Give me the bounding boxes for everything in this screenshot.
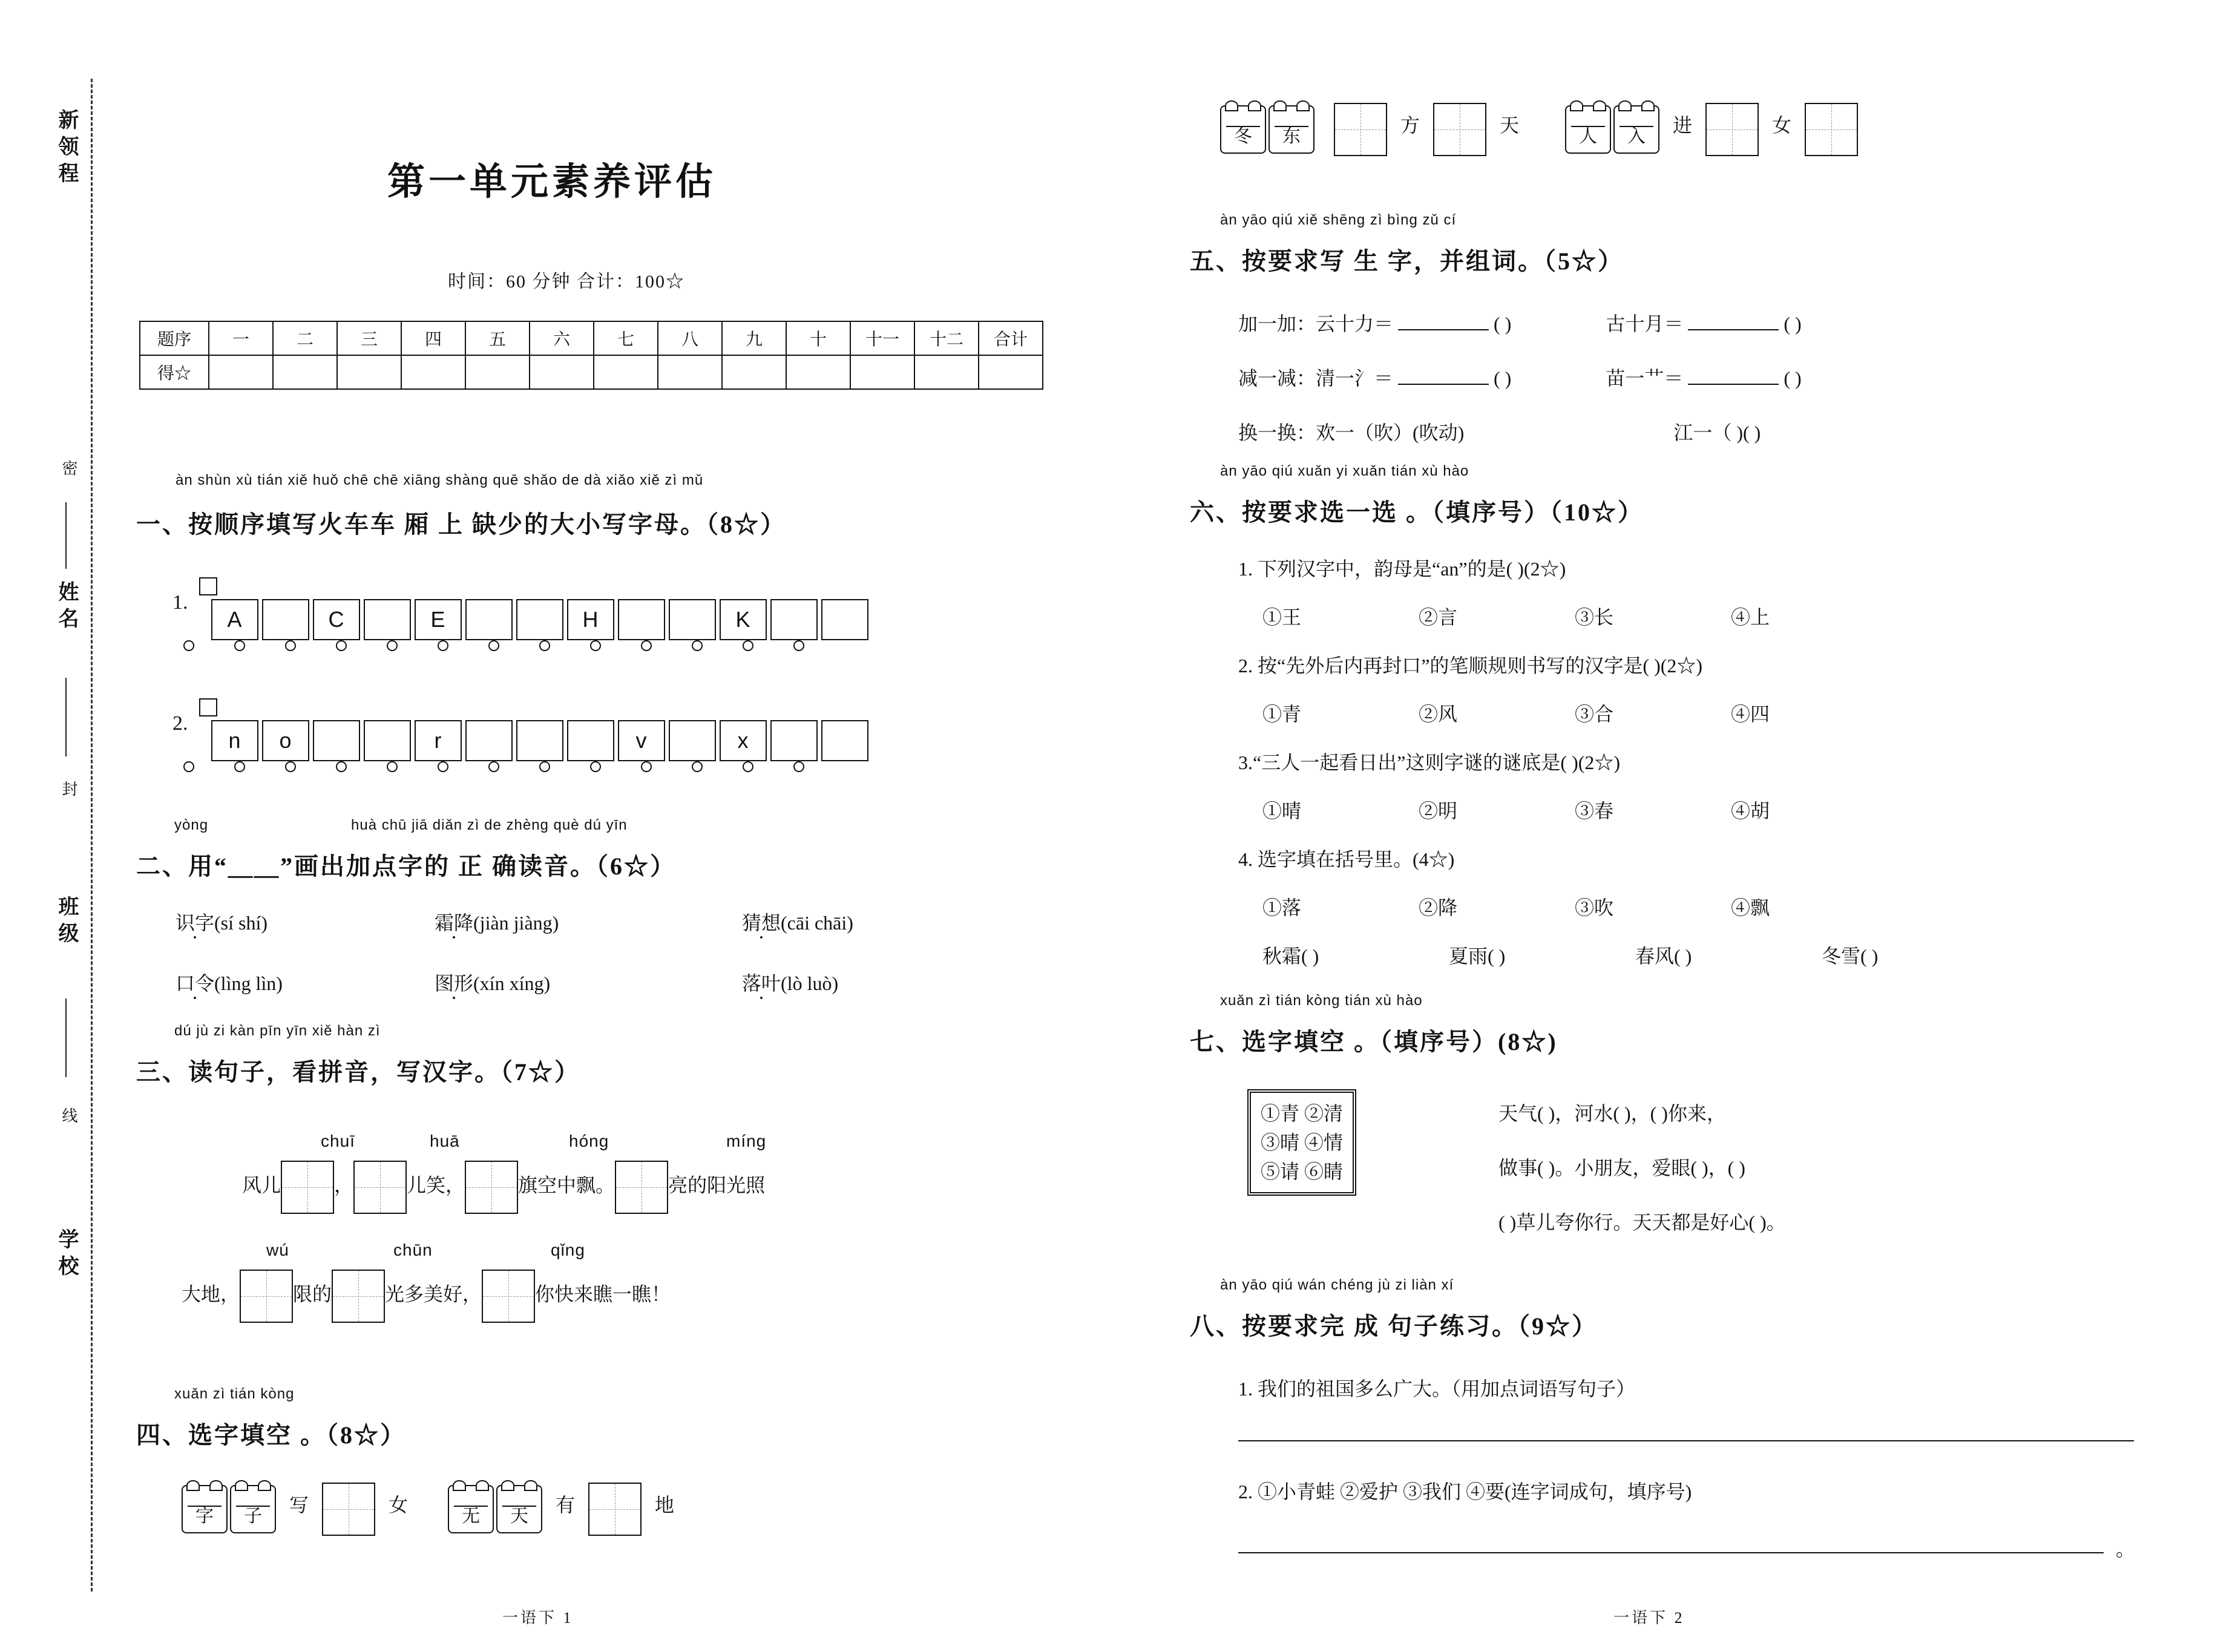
score-col-11: 十一 [850, 321, 914, 355]
option[interactable]: ③长 [1575, 606, 1614, 628]
side-rule-2 [65, 678, 67, 756]
letter-box[interactable]: v [618, 720, 665, 761]
fill-item[interactable]: 秋霜( ) [1262, 945, 1319, 967]
q4-text: 方 [1400, 114, 1420, 136]
score-cell[interactable] [979, 355, 1043, 389]
page-title: 第一单元素养评估 [387, 162, 717, 203]
q4-text: 女 [389, 1493, 409, 1516]
q4-heading: 四、选字填空 。（8☆） [136, 1421, 406, 1449]
letter-box[interactable] [669, 720, 716, 761]
score-cell[interactable] [465, 355, 530, 389]
writing-box[interactable] [465, 1161, 518, 1214]
wheel-icon [743, 761, 753, 772]
tiger-face-icon [1226, 110, 1260, 127]
score-col-10: 十 [786, 321, 850, 355]
q2-item[interactable] [176, 908, 430, 936]
writing-box[interactable] [332, 1270, 385, 1323]
binding-dashed-line [91, 79, 93, 1591]
tiger-char: 无 [462, 1506, 481, 1526]
q2-item-word: 落叶 [742, 972, 781, 994]
answer-blank[interactable] [1688, 384, 1779, 385]
tiger-char-box[interactable] [448, 1485, 494, 1533]
q4-text: 天 [1500, 114, 1520, 136]
writing-box[interactable] [1433, 103, 1486, 156]
option[interactable]: ④四 [1731, 703, 1770, 725]
q4-row [182, 1483, 685, 1536]
q3-line-2-text [182, 1270, 671, 1323]
score-col-2: 二 [273, 321, 337, 355]
wheel-icon [590, 761, 601, 772]
score-cell[interactable] [337, 355, 401, 389]
q7-line-2[interactable]: 做事( )。小朋友，爱眼( )，( ) [1498, 1157, 1745, 1179]
q7-heading: 七、选字填空 。（填序号）(8☆) [1190, 1028, 1558, 1055]
letter-box[interactable]: H [567, 599, 614, 640]
q3-line-1-text [242, 1161, 765, 1214]
q5-row-2 [1238, 363, 1802, 391]
wheel-icon [438, 640, 448, 651]
option[interactable]: ④上 [1731, 606, 1770, 628]
right-page [1117, 0, 2235, 1652]
letter-box[interactable] [567, 720, 614, 761]
score-table-header-row [140, 321, 1043, 355]
q5-right-text[interactable]: 江一（ )( ) [1673, 422, 1761, 444]
writing-box[interactable] [322, 1483, 375, 1536]
tiger-face-icon [1275, 110, 1308, 127]
wheel-icon [793, 640, 804, 651]
score-cell[interactable] [850, 355, 914, 389]
exam-subtitle: 时间：60 分钟 合计：100☆ [448, 272, 685, 292]
writing-box[interactable] [281, 1161, 334, 1214]
side-label-seal: 密 [60, 460, 77, 482]
q6-pinyin: àn yāo qiú xuǎn yi xuǎn tián xù hào [1220, 463, 1469, 479]
wheel-icon [183, 640, 194, 651]
q2-heading: 二、用“＿＿”画出加点字的 正 确读音。（6☆） [136, 853, 676, 880]
train-wheels [183, 640, 872, 649]
q6-item-1-stem: 1. 下列汉字中，韵母是“an”的是( )(2☆) [1238, 558, 1566, 580]
q4-text: 有 [556, 1493, 576, 1516]
train-2 [172, 728, 872, 770]
side-label-feng: 封 [60, 781, 77, 802]
writing-box[interactable] [482, 1270, 535, 1323]
option[interactable]: ③合 [1575, 703, 1614, 725]
tiger-char: 字 [195, 1506, 214, 1526]
tiger-char: 冬 [1234, 126, 1252, 146]
q4-text: 女 [1772, 114, 1792, 136]
q5-paren[interactable]: ( ) [1784, 367, 1802, 389]
score-table-value-row [140, 355, 1043, 389]
q5-paren[interactable]: ( ) [1494, 313, 1512, 335]
fill-item[interactable]: 冬雪( ) [1822, 945, 1879, 967]
letter-box[interactable] [770, 720, 818, 761]
letter-box[interactable] [262, 599, 309, 640]
letter-box[interactable] [821, 599, 868, 640]
option[interactable]: ④胡 [1731, 800, 1770, 822]
side-rule-1 [65, 502, 67, 569]
wheel-icon [183, 761, 194, 772]
choice-line[interactable]: ①青 ②清 [1261, 1103, 1344, 1124]
tiger-face-icon [1620, 110, 1653, 127]
letter-box[interactable] [821, 720, 868, 761]
q7-choice-box [1247, 1089, 1356, 1196]
q3-pinyin-wu: wú [266, 1241, 289, 1259]
option[interactable]: ④飘 [1731, 897, 1770, 919]
train-1 [172, 607, 872, 649]
footer-right: 一语下 2 [1613, 1609, 1685, 1627]
q3-pinyin-chui: chuī [321, 1132, 355, 1150]
q5-row-3 [1238, 418, 1761, 445]
q3-text: 光多美好， [385, 1283, 482, 1305]
option[interactable]: ①落 [1262, 897, 1302, 919]
q1-train-row-1 [172, 591, 872, 649]
letter-box[interactable]: K [720, 599, 767, 640]
tiger-face-icon [236, 1490, 270, 1507]
side-label-name: 姓名 [55, 581, 77, 634]
q3-pinyin-qing: qǐng [551, 1241, 585, 1259]
q2-item[interactable] [742, 968, 838, 996]
wheel-icon [743, 640, 753, 651]
tiger-char-box[interactable] [1268, 105, 1314, 154]
wheel-icon [641, 761, 652, 772]
q6-heading: 六、按要求选一选 。（填序号）（10☆） [1190, 499, 1644, 526]
score-col-9: 九 [722, 321, 786, 355]
tiger-char-box[interactable] [496, 1485, 542, 1533]
wheel-icon [285, 761, 296, 772]
q3-text: 儿笑， [407, 1174, 465, 1196]
q2-item[interactable] [435, 968, 737, 996]
tiger-face-icon [454, 1490, 488, 1507]
score-value-label: 得☆ [140, 355, 209, 389]
wheel-icon [336, 640, 347, 651]
q6-item-4-stem: 4. 选字填在括号里。(4☆) [1238, 848, 1455, 870]
q8-tail-mark: 。 [2116, 1538, 2136, 1560]
letter-box[interactable]: E [415, 599, 462, 640]
train-chimney [199, 577, 217, 595]
q4-pinyin: xuǎn zì tián kòng [174, 1386, 295, 1402]
option[interactable]: ③吹 [1575, 897, 1614, 919]
q3-pinyin-hong: hóng [569, 1132, 609, 1150]
wheel-icon [641, 640, 652, 651]
wheel-icon [488, 761, 499, 772]
q2-items-row-2 [176, 968, 1053, 996]
score-row-label: 题序 [140, 321, 209, 355]
q6-item-3-stem: 3.“三人一起看日出”这则字谜的谜底是( )(2☆) [1238, 752, 1621, 773]
score-col-12: 十二 [914, 321, 979, 355]
q1-pinyin: àn shùn xù tián xiě huǒ chē chē xiāng shàng quē shǎo de dà xiǎo xiě zì mǔ [176, 472, 704, 488]
writing-box[interactable] [240, 1270, 293, 1323]
tiger-face-icon [1571, 110, 1605, 127]
q2-item-options: (xín xíng) [473, 972, 551, 994]
score-cell[interactable] [594, 355, 658, 389]
q2-item[interactable] [435, 908, 737, 936]
q6-item-2-stem: 2. 按“先外后内再封口”的笔顺规则书写的汉字是( )(2☆) [1238, 655, 1703, 677]
left-page [0, 0, 1117, 1652]
choice-line[interactable]: ③晴 ④情 [1261, 1132, 1344, 1153]
option[interactable]: ③春 [1575, 800, 1614, 822]
q3-text: ， [334, 1174, 354, 1196]
q1-row-1-number: 1. [172, 591, 188, 614]
q8-answer-line-2[interactable] [1238, 1552, 2104, 1553]
q2-item-word: 猜想 [742, 912, 781, 934]
score-cell[interactable] [530, 355, 594, 389]
score-cell[interactable] [209, 355, 273, 389]
choice-frame [1247, 1089, 1356, 1196]
q5-paren[interactable]: ( ) [1784, 313, 1802, 335]
q8-heading: 八、按要求完 成 句子练习。（9☆） [1190, 1313, 1598, 1340]
wheel-icon [590, 640, 601, 651]
writing-box[interactable] [615, 1161, 668, 1214]
q2-item-options: (sí shí) [214, 912, 268, 934]
answer-blank[interactable] [1398, 329, 1489, 330]
q4-text: 写 [289, 1493, 309, 1516]
wheel-icon [539, 640, 550, 651]
q5-right-text: 古十月＝ [1606, 313, 1684, 335]
tiger-char: 天 [510, 1506, 529, 1526]
wheel-icon [234, 640, 245, 651]
letter-box[interactable] [669, 599, 716, 640]
q2-item-word: 识字 [176, 912, 215, 934]
letter-box[interactable] [516, 599, 563, 640]
score-cell[interactable] [658, 355, 722, 389]
q4-row-continued [1220, 103, 1858, 156]
score-cell[interactable] [273, 355, 337, 389]
wheel-icon [438, 761, 448, 772]
q2-item-word: 霜降 [435, 912, 474, 934]
q2-item-options: (cāi chāi) [781, 912, 853, 934]
side-label-school: 学校 [55, 1228, 77, 1282]
letter-box[interactable] [364, 720, 411, 761]
q6-fill-row [1262, 941, 1878, 969]
q5-left-text: 换一换：欢一（吹）(吹动) [1238, 422, 1465, 444]
q8-item-2: 2. ①小青蛙 ②爱护 ③我们 ④要(连字词成句，填序号) [1238, 1481, 1692, 1503]
train-chimney [199, 698, 217, 716]
answer-blank[interactable] [1688, 329, 1779, 330]
letter-box[interactable]: o [262, 720, 309, 761]
q2-item[interactable] [176, 968, 430, 996]
score-col-7: 七 [594, 321, 658, 355]
q3-heading: 三、读句子，看拼音，写汉字。（7☆） [136, 1058, 580, 1086]
q2-item-options: (lò luò) [781, 972, 839, 994]
q8-item-1-text: 1. 我们的祖国多么广大。（用加点词语写句子） [1238, 1378, 1636, 1400]
writing-box[interactable] [1805, 103, 1858, 156]
q5-paren[interactable]: ( ) [1494, 367, 1512, 389]
score-cell[interactable] [914, 355, 979, 389]
tiger-char-box[interactable] [1220, 105, 1266, 154]
q7-line-1[interactable]: 天气( )，河水( )，( )你来， [1498, 1103, 1726, 1124]
q2-pinyin-right: huà chū jiā diǎn zì de zhèng què dú yīn [351, 817, 628, 833]
q3-text: 限的 [293, 1283, 332, 1305]
writing-box[interactable] [1705, 103, 1759, 156]
q3-text: 旗空中飘。 [518, 1174, 615, 1196]
side-label-xian: 线 [60, 1107, 77, 1129]
side-label-brand: 新领程 [55, 109, 77, 189]
score-col-6: 六 [530, 321, 594, 355]
tiger-char: 东 [1282, 126, 1301, 146]
writing-box[interactable] [1334, 103, 1387, 156]
tiger-char-box[interactable] [182, 1485, 228, 1533]
q4-text: 进 [1673, 114, 1693, 136]
writing-box[interactable] [588, 1483, 642, 1536]
letter-box[interactable]: r [415, 720, 462, 761]
option[interactable]: ②风 [1419, 703, 1458, 725]
q7-line-3[interactable]: ( )草儿夸你行。天天都是好心( )。 [1498, 1211, 1786, 1233]
q5-heading: 五、按要求写 生 字，并组词。（5☆） [1190, 247, 1624, 275]
wheel-icon [387, 640, 398, 651]
q5-left-text: 减一减：清一氵＝ [1238, 367, 1394, 389]
q3-pinyin-chun: chūn [393, 1241, 433, 1259]
tiger-char: 人 [1579, 126, 1598, 146]
letter-box[interactable]: A [211, 599, 258, 640]
score-col-total: 合计 [979, 321, 1043, 355]
q8-answer-line-1[interactable] [1238, 1440, 2134, 1441]
letter-box[interactable] [618, 599, 665, 640]
q3-text: 你快来瞧一瞧！ [535, 1283, 671, 1305]
letter-box[interactable]: n [211, 720, 258, 761]
wheel-icon [488, 640, 499, 651]
score-col-1: 一 [209, 321, 273, 355]
wheel-icon [692, 761, 703, 772]
wheel-icon [793, 761, 804, 772]
score-col-8: 八 [658, 321, 722, 355]
q1-train-row-2 [172, 712, 872, 770]
option[interactable]: ②言 [1419, 606, 1458, 628]
tiger-face-icon [188, 1490, 222, 1507]
q2-item[interactable] [742, 908, 853, 936]
letter-box[interactable] [770, 599, 818, 640]
q2-item-word: 口令 [176, 972, 215, 994]
letter-box[interactable] [516, 720, 563, 761]
tiger-char: 入 [1627, 126, 1646, 146]
q3-pinyin-hua: huā [430, 1132, 460, 1150]
tiger-char-box[interactable] [230, 1485, 276, 1533]
letter-box[interactable] [313, 720, 360, 761]
train-wheels [183, 761, 872, 770]
score-col-3: 三 [337, 321, 401, 355]
letter-box[interactable]: C [313, 599, 360, 640]
q2-item-options: (jiàn jiàng) [473, 912, 559, 934]
score-cell[interactable] [722, 355, 786, 389]
q6-item-4-options [1262, 893, 1770, 920]
option[interactable]: ①青 [1262, 703, 1302, 725]
q5-left-text: 加一加：云十力＝ [1238, 313, 1394, 335]
fill-item[interactable]: 夏雨( ) [1449, 945, 1506, 967]
q2-item-word: 图形 [435, 972, 474, 994]
q3-pinyin: dú jù zi kàn pīn yīn xiě hàn zì [174, 1023, 381, 1039]
score-cell[interactable] [786, 355, 850, 389]
wheel-icon [234, 761, 245, 772]
tiger-char: 子 [244, 1506, 262, 1526]
q3-pinyin-ming: míng [726, 1132, 767, 1150]
score-cell[interactable] [401, 355, 465, 389]
option[interactable]: ②降 [1419, 897, 1458, 919]
q1-row-2-number: 2. [172, 712, 188, 735]
score-col-4: 四 [401, 321, 465, 355]
q8-pinyin: àn yāo qiú wán chéng jù zi liàn xí [1220, 1277, 1454, 1293]
wheel-icon [285, 640, 296, 651]
tiger-char-box[interactable] [1613, 105, 1659, 154]
q2-item-options: (lìng lìn) [214, 972, 283, 994]
score-col-5: 五 [465, 321, 530, 355]
q2-pinyin-left: yòng [174, 817, 209, 833]
q3-text: 风儿 [242, 1174, 281, 1196]
letter-box[interactable]: x [720, 720, 767, 761]
letter-box[interactable] [364, 599, 411, 640]
wheel-icon [692, 640, 703, 651]
wheel-icon [387, 761, 398, 772]
letter-box[interactable] [465, 599, 513, 640]
q6-item-2-options [1262, 699, 1770, 727]
tiger-face-icon [502, 1490, 536, 1507]
q4-text: 地 [655, 1493, 675, 1516]
choice-line[interactable]: ⑤请 ⑥睛 [1261, 1161, 1344, 1182]
writing-box[interactable] [353, 1161, 407, 1214]
option[interactable]: ①王 [1262, 606, 1302, 628]
wheel-icon [336, 761, 347, 772]
q3-text: 大地， [182, 1283, 240, 1305]
q5-row-1 [1238, 309, 1802, 336]
q6-item-3-options [1262, 796, 1770, 824]
option[interactable]: ②明 [1419, 800, 1458, 822]
q7-pinyin: xuǎn zì tián kòng tián xù hào [1220, 992, 1423, 1009]
q5-right-text: 苗一艹＝ [1606, 367, 1684, 389]
q8-item-1 [1238, 1374, 1635, 1401]
q3-text: 亮的阳光照 [668, 1174, 766, 1196]
fill-item[interactable]: 春风( ) [1635, 945, 1692, 967]
letter-box[interactable] [465, 720, 513, 761]
wheel-icon [539, 761, 550, 772]
side-label-class: 班级 [55, 896, 77, 949]
tiger-char-box[interactable] [1565, 105, 1611, 154]
side-rule-3 [65, 998, 67, 1077]
q6-item-1-options [1262, 602, 1770, 630]
q5-pinyin: àn yāo qiú xiě shēng zì bìng zǔ cí [1220, 212, 1457, 228]
footer-left: 一语下 1 [502, 1609, 574, 1627]
score-table [139, 321, 1043, 390]
q2-items-row-1 [176, 908, 1053, 936]
option[interactable]: ①晴 [1262, 800, 1302, 822]
q1-heading: 一、按顺序填写火车车 厢 上 缺少的大小写字母。（8☆） [136, 511, 786, 538]
answer-blank[interactable] [1398, 384, 1489, 385]
